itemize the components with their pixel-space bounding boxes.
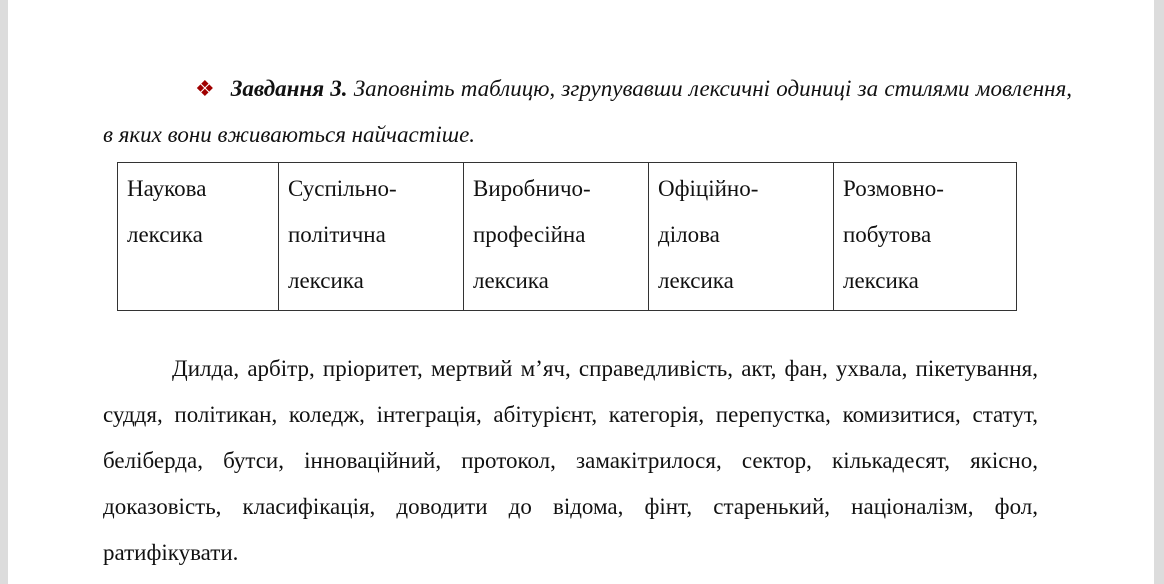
task-title: Завдання 3. [230, 76, 348, 101]
table-cell-professional [464, 163, 649, 311]
cell-line: професійна [473, 222, 586, 247]
cell-line: Офіційно- [658, 176, 759, 201]
document-page [8, 0, 1154, 584]
table-cell-sociopolitical [279, 163, 464, 311]
table-cell-colloquial [834, 163, 1017, 311]
cell-line: Виробничо- [473, 176, 591, 201]
table-row [118, 163, 1017, 311]
cell-line: лексика [473, 268, 549, 293]
table-cell-official [649, 163, 834, 311]
diamond-bullet-icon: ❖ [195, 76, 215, 101]
cell-line: побутова [843, 222, 932, 247]
cell-line: ділова [658, 222, 720, 247]
task-text: Заповніть таблицю, згрупувавши лексичні одиниці за стилями мовлення, в яких вони вживаються найчастіше. [103, 76, 1073, 147]
cell-line: лексика [288, 268, 364, 293]
cell-line: лексика [127, 222, 203, 247]
task-paragraph [103, 66, 1072, 158]
table-cell-scientific [118, 163, 279, 311]
cell-line: лексика [658, 268, 734, 293]
cell-line: політична [288, 222, 386, 247]
cell-line: Наукова [127, 176, 207, 201]
word-list-paragraph: Дилда, арбітр, пріоритет, мертвий м’яч, справедливість, акт, фан, ухвала, пікетування, суддя, політикан, коледж, інтеграція, абітурієнт, категорія, перепустка, комизитися, статут, беліберда, бутси, інноваційний, протокол, замакітрилося, сектор, кількадесят, якісно, доказовість, класифікація, доводити до відома, фінт, старенький, націоналізм, фол, ратифікувати. [103, 356, 1038, 565]
styles-table [117, 162, 1017, 311]
cell-line: Розмовно- [843, 176, 944, 201]
cell-line: Суспільно- [288, 176, 397, 201]
cell-line: лексика [843, 268, 919, 293]
